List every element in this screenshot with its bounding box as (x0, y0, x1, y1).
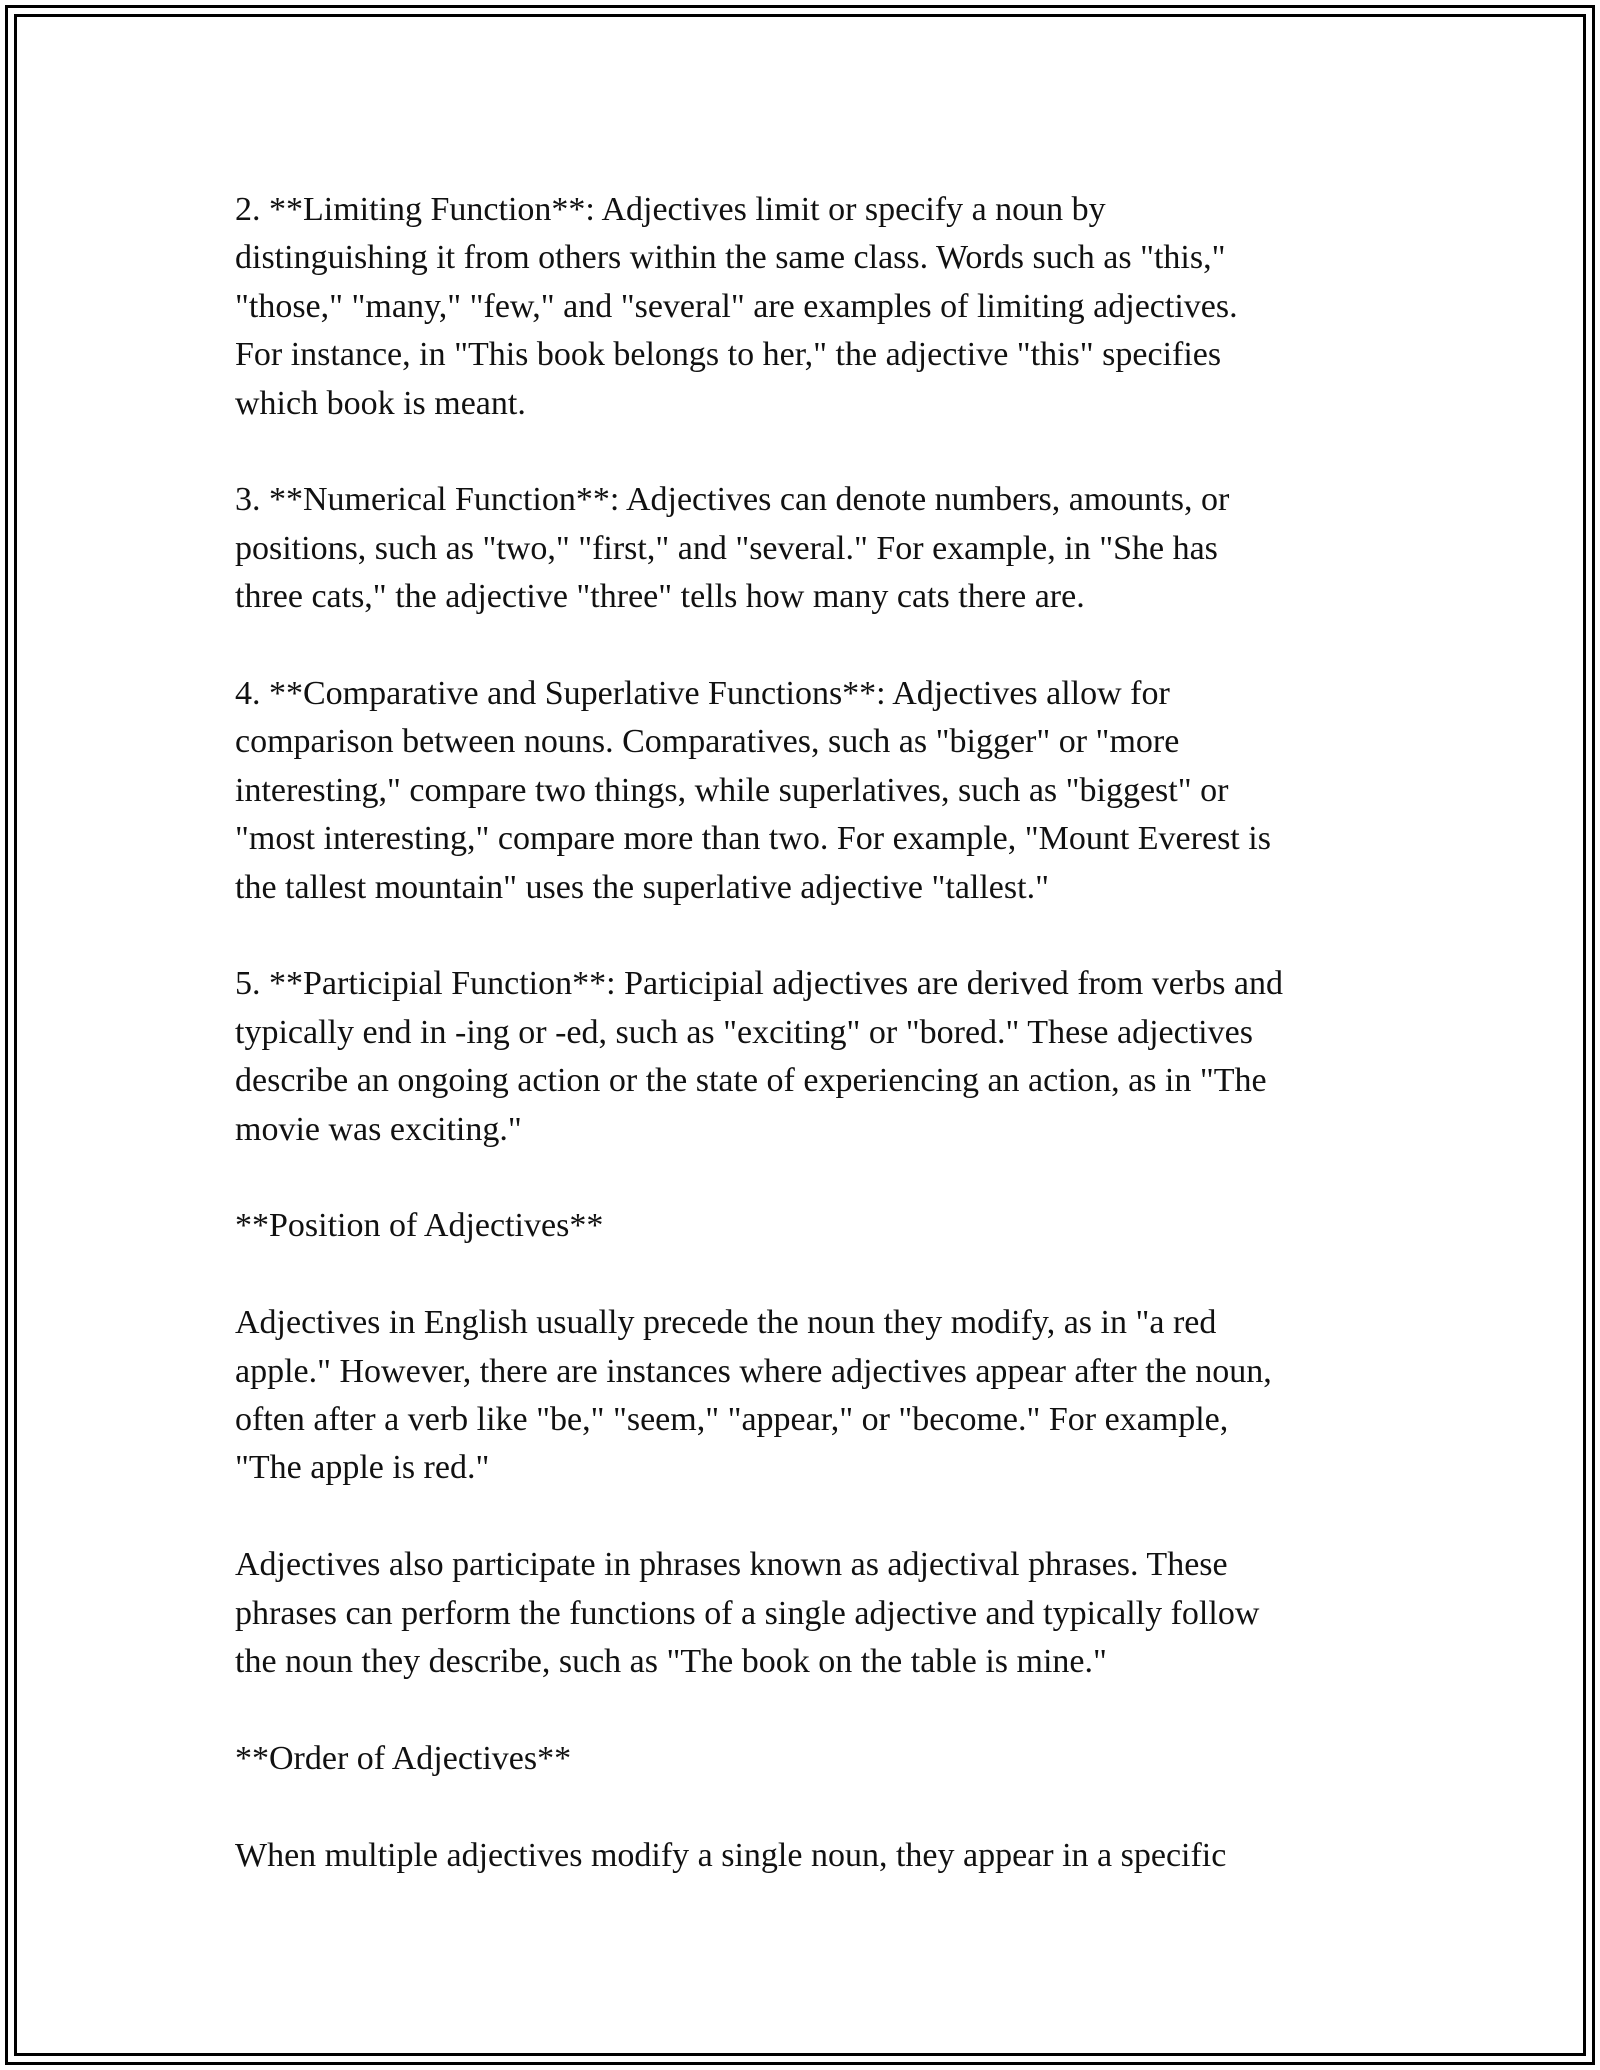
document-body (235, 186, 1385, 1880)
paragraph-numerical-function: 3. **Numerical Function**: Adjectives can denote numbers, amounts, or positions, such as "two," "first," and "several." For example, in "She has three cats," the adjective "three" tells how many cats there are. (235, 481, 1230, 616)
paragraph-order-intro: When multiple adjectives modify a single noun, they appear in a specific (235, 1836, 1227, 1874)
paragraph-comparative-superlative: 4. **Comparative and Superlative Functions**: Adjectives allow for comparison between nouns. Comparatives, such as "bigger" or "more interesting," compare two things, while superlatives, such as "biggest" or "most interesting," compare more than two. For example, "Mount Everest is the tallest mountain" uses the superlative adjective "tallest." (235, 675, 1271, 906)
heading-order-of-adjectives: **Order of Adjectives** (235, 1739, 572, 1777)
paragraph-position-explanation: Adjectives in English usually precede the noun they modify, as in "a red apple." However, there are instances where adjectives appear after the noun, often after a verb like "be," "seem," "appear," or "become." For example, "The apple is red." (235, 1304, 1272, 1487)
heading-position-of-adjectives: **Position of Adjectives** (235, 1207, 604, 1245)
paragraph-adjectival-phrases: Adjectives also participate in phrases known as adjectival phrases. These phrases can perform the functions of a single adjective and typically follow the noun they describe, such as "The book on the table is mine." (235, 1546, 1260, 1681)
paragraph-participial-function: 5. **Participial Function**: Participial adjectives are derived from verbs and typically end in -ing or -ed, such as "exciting" or "bored." These adjectives describe an ongoing action or the state of experiencing an action, as in "The movie was exciting." (235, 965, 1284, 1148)
paragraph-limiting-function: 2. **Limiting Function**: Adjectives limit or specify a noun by distinguishing it from others within the same class. Words such as "this," "those," "many," "few," and "several" are examples of limiting adjectives. For instance, in "This book belongs to her," the adjective "this" specifies which book is meant. (235, 191, 1238, 422)
